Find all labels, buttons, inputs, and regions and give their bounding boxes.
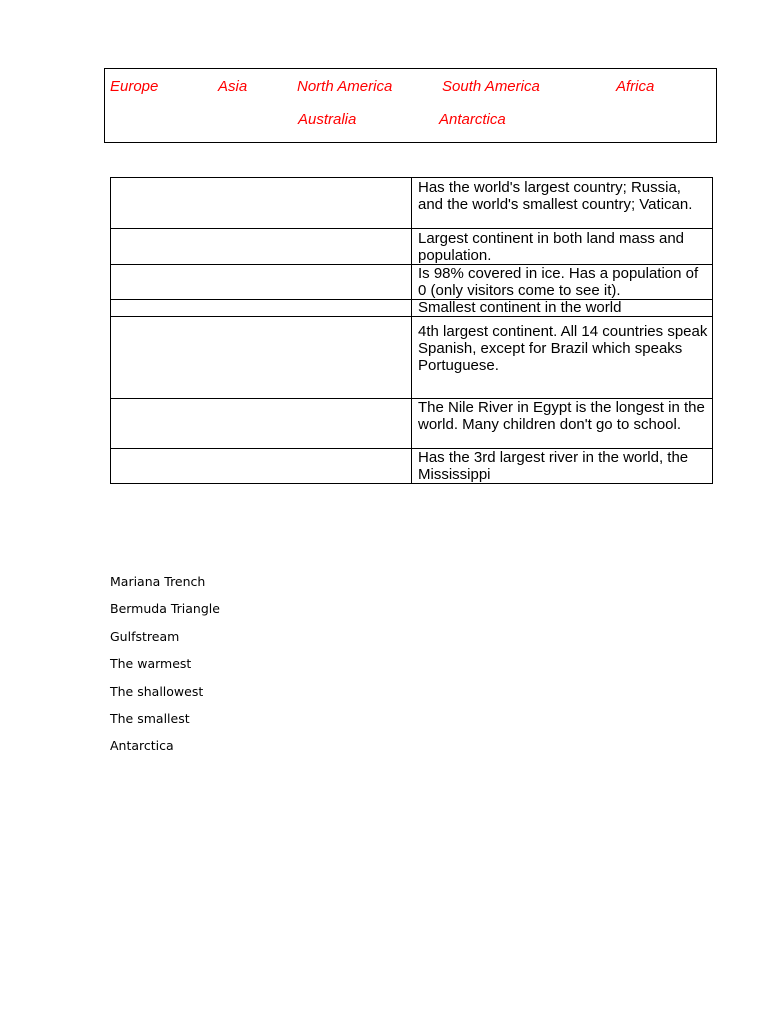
- word-bank-south-america: South America: [442, 78, 540, 95]
- list-item: Mariana Trench: [110, 574, 206, 589]
- list-item: The smallest: [110, 710, 190, 726]
- clue-cell: Is 98% covered in ice. Has a population of 0 (only visitors come to see it).: [412, 265, 713, 300]
- table-row: [111, 178, 713, 229]
- word-bank-antarctica: Antarctica: [439, 111, 506, 128]
- word-bank-asia: Asia: [218, 78, 248, 95]
- answer-cell[interactable]: [111, 265, 412, 300]
- list-item: The shallowest: [110, 683, 204, 699]
- answer-cell[interactable]: [111, 300, 412, 317]
- list-item: The warmest: [110, 656, 192, 672]
- word-bank-north-america: North America: [297, 78, 393, 95]
- list-item: Antarctica: [110, 738, 174, 754]
- word-bank-africa: Africa: [616, 78, 655, 95]
- answer-cell[interactable]: [111, 449, 412, 484]
- table-row: [111, 317, 713, 399]
- word-bank-australia: Australia: [298, 111, 357, 128]
- clue-cell: Smallest continent in the world: [412, 300, 713, 317]
- word-bank-box: [104, 68, 717, 143]
- answer-cell[interactable]: [111, 399, 412, 449]
- clue-cell: Has the 3rd largest river in the world, the Mississippi: [412, 449, 713, 484]
- list-item: Gulfstream: [110, 628, 180, 644]
- table-row: [111, 449, 713, 484]
- clue-cell: Has the world's largest country; Russia, and the world's smallest country; Vatican.: [412, 178, 713, 229]
- clue-cell: 4th largest continent. All 14 countries speak Spanish, except for Brazil which speaks Portuguese.: [412, 317, 713, 399]
- answer-cell[interactable]: [111, 178, 412, 229]
- answer-cell[interactable]: [111, 317, 412, 399]
- answer-cell[interactable]: [111, 229, 412, 265]
- table-row: [111, 265, 713, 300]
- word-bank-europe: Europe: [110, 78, 159, 95]
- table-row: [111, 300, 713, 317]
- clue-cell: Largest continent in both land mass and population.: [412, 229, 713, 265]
- ocean-facts-list: [110, 574, 220, 766]
- list-item: Bermuda Triangle: [110, 601, 220, 617]
- table-row: [111, 229, 713, 265]
- continent-matching-table: [110, 177, 713, 484]
- table-row: [111, 399, 713, 449]
- clue-cell: The Nile River in Egypt is the longest in the world. Many children don't go to school.: [412, 399, 713, 449]
